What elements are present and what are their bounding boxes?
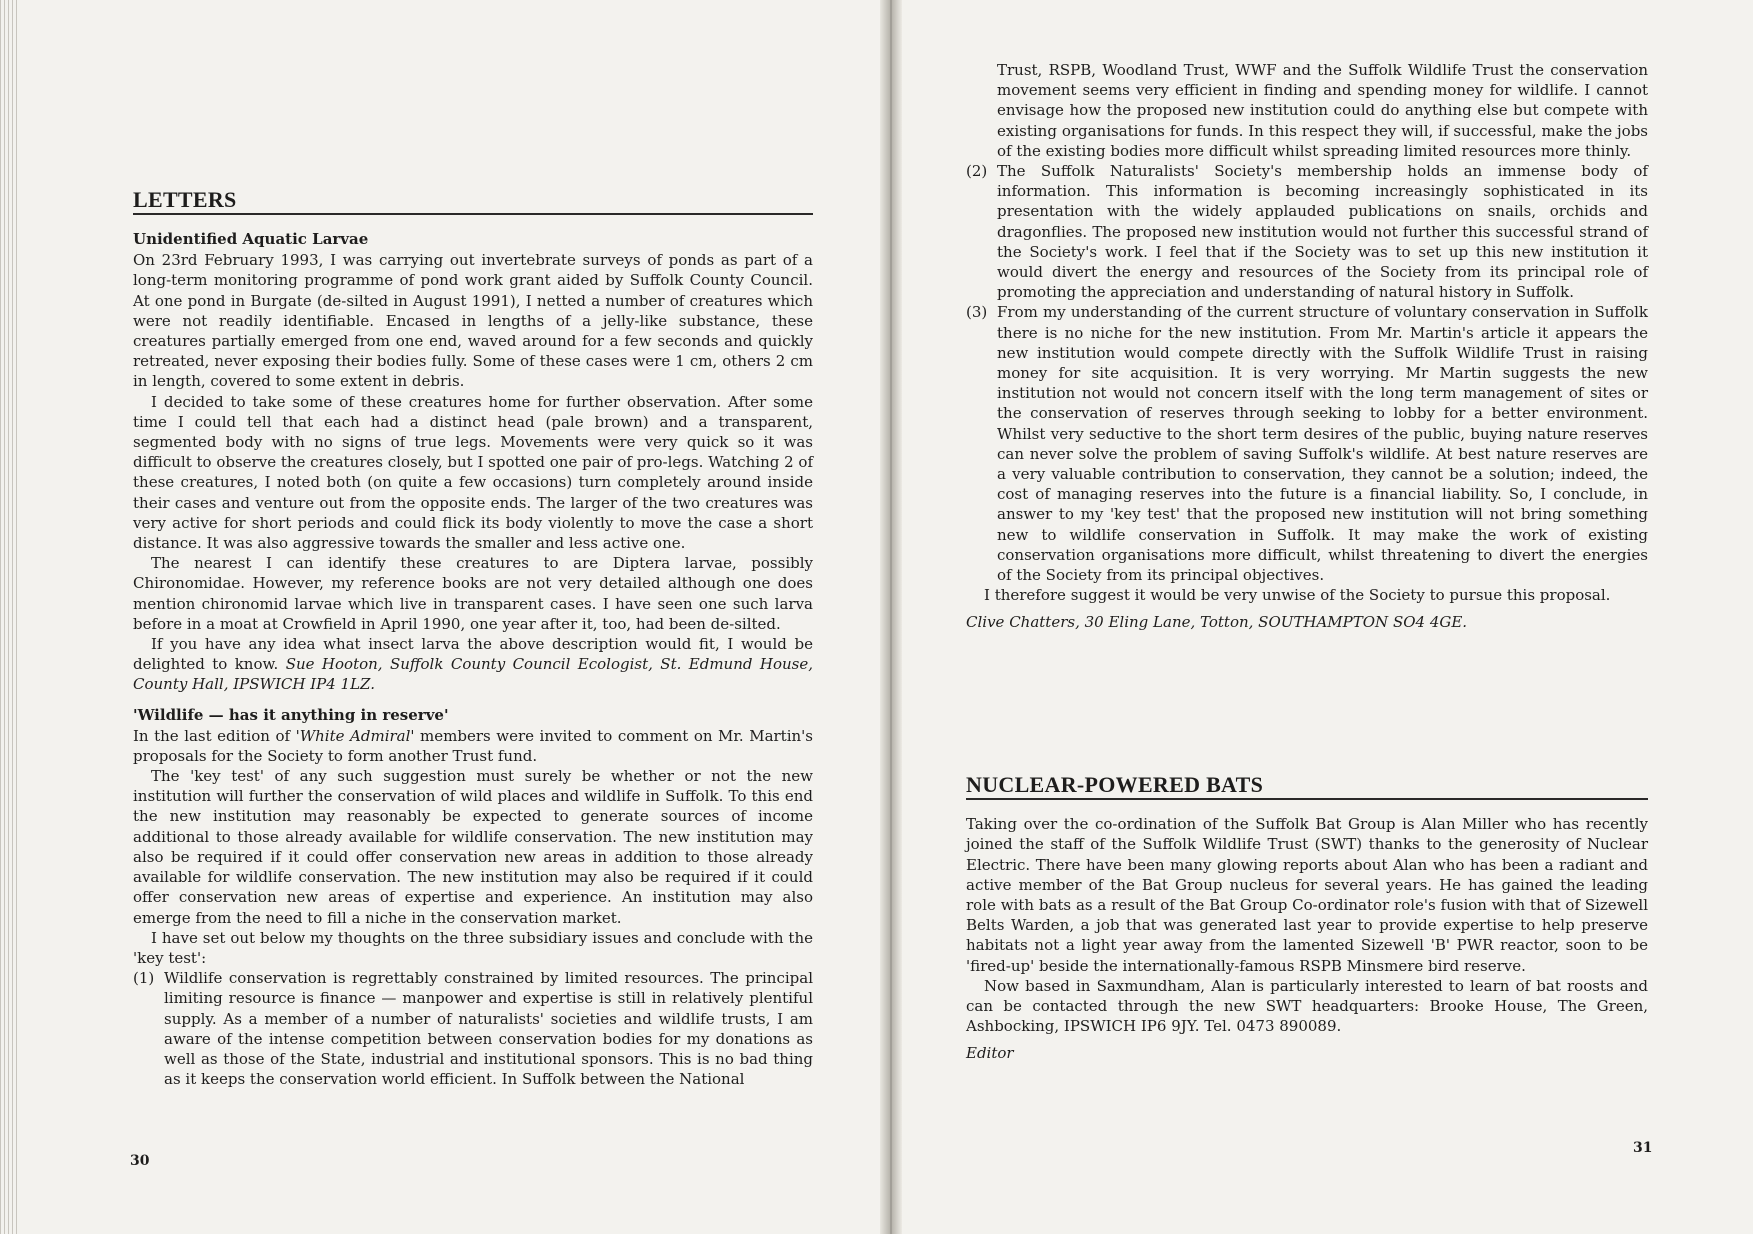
left-column bbox=[133, 187, 813, 1089]
paragraph: I have set out below my thoughts on the three subsidiary issues and conclude with the 'key test': bbox=[133, 928, 813, 967]
list-item bbox=[966, 302, 1648, 585]
list-item-text: Trust, RSPB, Woodland Trust, WWF and the Suffolk Wildlife Trust the conservation movement seems very efficient in finding and spending money for wildlife. I cannot envisage how the proposed new institution could do anything else but compete with existing organisations for funds. In this respect they will, if successful, make the jobs of the existing bodies more difficult whilst spreading limited resources more thinly. bbox=[997, 61, 1648, 160]
page-edge bbox=[0, 0, 20, 1234]
list-item bbox=[966, 161, 1648, 302]
page-number: 31 bbox=[1633, 1140, 1653, 1156]
paragraph: The nearest I can identify these creatures to are Diptera larvae, possibly Chironomidae. However, my reference books are not very detailed although one does mention chironomid larvae which live in transparent cases. I have seen one such larva before in a moat at Crowfield in April 1990, one year after it, too, had been de-silted. bbox=[133, 554, 813, 633]
paragraph: On 23rd February 1993, I was carrying out invertebrate surveys of ponds as part of a long-term monitoring programme of pond work grant aided by Suffolk County Council. At one pond in Burgate (de-silted in August 1991), I netted a number of creatures which were not readily identifiable. Encased in lengths of a jelly-like substance, these creatures partially emerged from one end, waved around for a few seconds and quickly retreated, never exposing their bodies fully. Some of these cases were 1 cm, others 2 cm in length, covered to some extent in debris. bbox=[133, 251, 813, 391]
list-item bbox=[133, 968, 813, 1089]
paragraph: The 'key test' of any such suggestion must surely be whether or not the new institution will further the conservation of wild places and wildlife in Suffolk. To this end the new institution may reasonably be expected to generate sources of income additional to those already available for wildlife conservation. The new institution may also be required if it could offer conservation new areas in addition to those already available for wildlife conservation. The new institution may also be required if it could offer conservation new areas of expertise and experience. An institution may also emerge from the need to fill a niche in the conservation market. bbox=[133, 767, 813, 927]
publication-title: 'White Admiral' bbox=[295, 726, 415, 745]
numbered-list bbox=[133, 968, 813, 1089]
list-number: (3) bbox=[966, 303, 988, 322]
list-number: (2) bbox=[966, 162, 988, 181]
paragraph: Now based in Saxmundham, Alan is particularly interested to learn of bat roosts and can be contacted through the new SWT headquarters: Brooke House, The Green, Ashbocking, IPSWICH IP6 9JY. Tel. 0473 890089. bbox=[966, 976, 1648, 1036]
numbered-list bbox=[966, 60, 1648, 585]
right-column-bats bbox=[966, 772, 1648, 1064]
paragraph: I decided to take some of these creatures home for further observation. After some time I could tell that each had a distinct head (pale brown) and a transparent, segmented body with no signs of true legs. Movements were very quick so it was difficult to observe the creatures closely, but I spotted one pair of pro-legs. Watching 2 of these creatures, I noted both (on quite a few occasions) turn completely around inside their cases and venture out from the opposite ends. The larger of the two creatures was very active for short periods and could flick its body violently to move the case a short distance. It was also aggressive towards the smaller and less active one. bbox=[133, 392, 813, 553]
paragraph: I therefore suggest it would be very unwise of the Society to pursue this proposal. bbox=[984, 586, 1611, 605]
paragraph-text: members were invited to comment on Mr. Martin's proposals for the Society to form another Trust fund. bbox=[133, 726, 813, 765]
list-item-text: From my understanding of the current structure of voluntary conservation in Suffolk there is no niche for the new institution. From Mr. Martin's article it appears the new institution would compete directly with the Suffolk Wildlife Trust in raising money for site acquisition. It is very worrying. Mr Martin suggests the new institution not would not concern itself with the long term management of sites or the conservation of reserves through seeking to lobby for a better environment. Whilst very seductive to the short term desires of the public, buying nature reserves can never solve the problem of saving Suffolk's wildlife. At best nature reserves are a very valuable contribution to conservation, they cannot be a solution; indeed, the cost of managing reserves into the future is a financial liability. So, I conclude, in answer to my 'key test' that the proposed new institution will not bring something new to wildlife conservation in Suffolk. It may make the work of existing conservation organisations more difficult, whilst threatening to divert the energies of the Society from its principal objectives. bbox=[997, 303, 1648, 585]
paragraph-text: In the last edition of bbox=[133, 726, 296, 745]
right-column bbox=[966, 60, 1648, 633]
paragraph-text: If you have any idea what insect larva the above description would fit, I would be delighted to know. bbox=[133, 635, 813, 674]
editor-signature: Editor bbox=[966, 1044, 1014, 1063]
section-heading-bats: NUCLEAR-POWERED BATS bbox=[966, 775, 1648, 800]
list-item-text: The Suffolk Naturalists' Society's membership holds an immense body of information. This information is becoming increasingly sophisticated in its presentation with the widely applauded publications on snails, orchids and dragonflies. The proposed new institution would not further this successful strand of the Society's work. I feel that if the Society was to set up this new institution it would divert the energy and resources of the Society from its principal role of promoting the appreciation and understanding of natural history in Suffolk. bbox=[997, 162, 1648, 302]
section-heading-letters: LETTERS bbox=[133, 190, 813, 215]
paragraph: Taking over the co-ordination of the Suffolk Bat Group is Alan Miller who has recently joined the staff of the Suffolk Wildlife Trust (SWT) thanks to the generosity of Nuclear Electric. There have been many glowing reports about Alan who has been a radiant and active member of the Bat Group nucleus for several years. He has gained the leading role with bats as a result of the Bat Group Co-ordinator role's fusion with that of Sizewell Belts Warden, a job that was generated last year to provide expertise to help preserve habitats not a light year away from the lamented Sizewell 'B' PWR reactor, soon to be 'fired-up' beside the internationally-famous RSPB Minsmere bird reserve. bbox=[966, 815, 1648, 975]
list-number: (1) bbox=[133, 969, 155, 988]
list-item bbox=[966, 60, 1648, 161]
letter-signature: Clive Chatters, 30 Eling Lane, Totton, SOUTHAMPTON SO4 4GE. bbox=[966, 613, 1468, 632]
book-gutter bbox=[880, 0, 902, 1234]
letter-title: Unidentified Aquatic Larvae bbox=[133, 230, 369, 249]
page-number: 30 bbox=[130, 1153, 150, 1169]
paragraph bbox=[133, 726, 813, 766]
list-item-text: Wildlife conservation is regrettably constrained by limited resources. The principal limiting resource is finance — manpower and expertise is still in relatively plentiful supply. As a member of a number of naturalists' societies and wildlife trusts, I am aware of the intense competition between conservation bodies for my donations as well as those of the State, industrial and institutional sponsors. This is no bad thing as it keeps the conservation world efficient. In Suffolk between the National bbox=[164, 969, 813, 1089]
letter-title: 'Wildlife — has it anything in reserve' bbox=[133, 705, 449, 724]
letter-signature: Sue Hooton, Suffolk County Council Ecologist, St. Edmund House, County Hall, IPSWICH IP4 1LZ. bbox=[133, 655, 813, 694]
paragraph bbox=[133, 634, 813, 695]
